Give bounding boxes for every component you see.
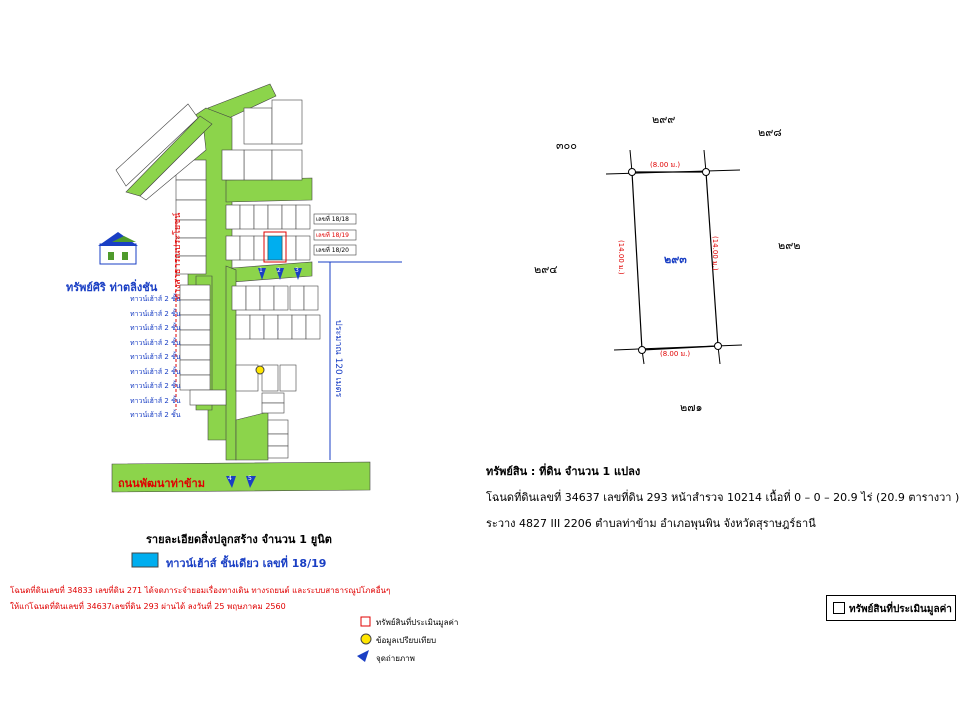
property-line-3: ระวาง 4827 III 2206 ตำบลท่าข้าม อำเภอพุนพิน จังหวัดสุราษฎร์ธานี (486, 517, 816, 530)
property-line-1: ทรัพย์สิน : ที่ดิน จำนวน 1 แปลง (486, 465, 641, 478)
distance-label: ประมาณ 120 เมตร (333, 320, 343, 398)
building-swatch (132, 553, 158, 567)
house-label-list: ทาวน์เฮ้าส์ 2 ชั้น ทาวน์เฮ้าส์ 2 ชั้น ทาวน์เฮ้าส์ 2 ชั้น ทาวน์เฮ้าส์ 2 ชั้น ทาวน์เฮ้าส์ 2 ชั้น ทาวน์เฮ้าส์ 2 ชั้น ทาวน์เฮ้าส์ 2 ชั้น ทาวน์เฮ้าส์ 2 ชั้น ทาวน์เฮ้าส์ 2 ชั้น (130, 295, 181, 419)
legend-comparison-label: ข้อมูลเปรียบเทียบ (376, 636, 437, 645)
parcel-bottom-dim: (8.00 ม.) (660, 350, 691, 358)
legend-subject-swatch (361, 617, 370, 626)
neighbor-300: ๓๐๐ (556, 139, 577, 152)
photo-point-4: 4 (228, 475, 232, 482)
photo-point-1: 1 (259, 267, 263, 274)
side-road-label: ทางสาธารณประโยชน์ (173, 212, 183, 300)
building-heading: รายละเอียดสิ่งปลูกสร้าง จำนวน 1 ยูนิต (146, 533, 332, 546)
note-line-1: โฉนดที่ดินเลขที่ 34833 เลขที่ดิน 271 ได้จดภาระจำยอมเรื่องทางเดิน ทางรถยนต์ และระบบสาธารณูปโภคอื่นๆ (10, 586, 391, 595)
legend-photo-label: จุดถ่ายภาพ (376, 654, 415, 663)
neighbor-294: ๒๙๔ (534, 263, 558, 276)
legend-subject-label: ทรัพย์สินที่ประเมินมูลค่า (376, 618, 459, 627)
neighbor-271: ๒๗๑ (680, 401, 703, 414)
legend-photo-swatch (357, 650, 369, 662)
project-name: ทรัพย์ศิริ ท่าตลิ่งชัน (66, 281, 158, 294)
parcel-number: ๒๙๓ (664, 253, 687, 266)
parcel-left-dim: (14.00 ม.) (617, 240, 625, 275)
legend-right-label: ทรัพย์สินที่ประเมินมูลค่า (849, 604, 952, 615)
parcel-top-dim: (8.00 ม.) (650, 161, 681, 169)
legend-right (826, 595, 956, 621)
photo-point-5: 5 (248, 475, 252, 482)
house-icon (98, 232, 138, 264)
neighbor-299: ๒๙๙ (652, 113, 676, 126)
callout-18-19: เลขที่ 18/19 (316, 232, 349, 239)
neighbor-298: ๒๙๘ (758, 126, 782, 139)
main-road-label: ถนนพัฒนาท่าข้าม (118, 477, 205, 490)
callout-18-20: เลขที่ 18/20 (316, 247, 349, 254)
callout-18-18: เลขที่ 18/18 (316, 216, 349, 223)
legend-right-swatch (833, 602, 845, 614)
parcel-right-dim: (14.00 ม.) (711, 236, 719, 271)
neighbor-292: ๒๙๒ (778, 239, 801, 252)
note-line-2: ให้แก่โฉนดที่ดินเลขที่ 34637เลขที่ดิน 293 ผ่านได้ ลงวันที่ 25 พฤษภาคม 2560 (10, 602, 286, 611)
legend-comparison-swatch (361, 634, 371, 644)
photo-point-3: 3 (295, 267, 299, 274)
property-line-2: โฉนดที่ดินเลขที่ 34637 เลขที่ดิน 293 หน้าสำรวจ 10214 เนื้อที่ 0 – 0 – 20.9 ไร่ (20.9 ตารางวา ) (486, 491, 960, 504)
subject-unit (268, 236, 282, 260)
photo-point-2: 2 (277, 267, 281, 274)
building-item: ทาวน์เฮ้าส์ ชั้นเดียว เลขที่ 18/19 (166, 557, 327, 570)
comparison-point (256, 366, 264, 374)
